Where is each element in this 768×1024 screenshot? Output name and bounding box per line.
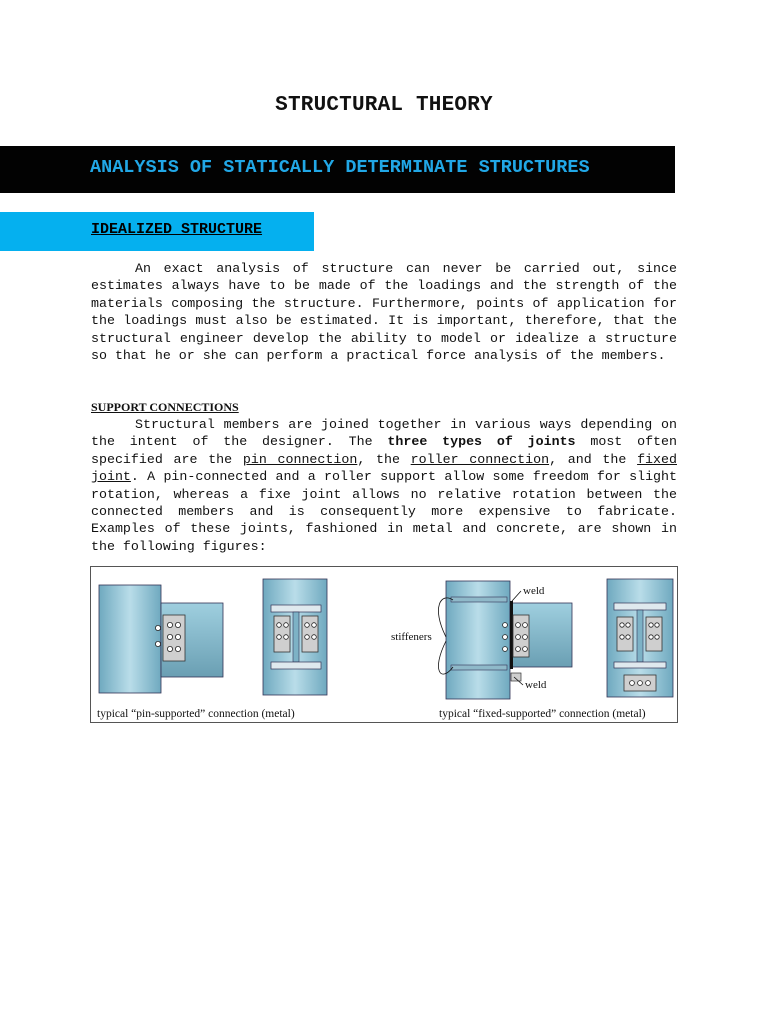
page-title: STRUCTURAL THEORY bbox=[275, 94, 493, 117]
support-text-5: . A pin-connected and a roller support allow some freedom for slight rotation, whereas a fixe joint allows no relative rotation between the connected members and is consequently more expensive to fabricate. Examples of these joints, fashioned in metal and concrete, are shown in the following figures: bbox=[91, 469, 677, 554]
connection-drawings bbox=[91, 567, 677, 722]
weld-label-top: weld bbox=[523, 585, 545, 597]
section-heading: IDEALIZED STRUCTURE bbox=[91, 221, 263, 238]
stiffeners-label: stiffeners bbox=[391, 631, 432, 643]
weld-label-bottom: weld bbox=[525, 679, 547, 691]
intro-paragraph bbox=[91, 260, 677, 364]
support-text-4: , and the bbox=[549, 451, 638, 467]
connection-figure bbox=[90, 566, 678, 723]
chapter-banner bbox=[0, 146, 675, 193]
pin-side-view bbox=[99, 585, 223, 693]
support-text-1: Structural members are joined together in various ways depending on the intent of the designer. The bbox=[91, 417, 677, 450]
section-banner bbox=[0, 212, 314, 251]
support-text-2: most often specified are the bbox=[91, 434, 677, 467]
fixed-side-view bbox=[438, 581, 572, 699]
fixed-front-view bbox=[607, 579, 673, 697]
support-text-3: , the bbox=[357, 451, 411, 467]
pin-connection-term: pin connection bbox=[242, 451, 358, 467]
chapter-heading: ANALYSIS OF STATICALLY DETERMINATE STRUCTURES bbox=[90, 157, 590, 178]
support-connections-heading: SUPPORT CONNECTIONS bbox=[91, 400, 239, 414]
roller-connection-term: roller connection bbox=[410, 451, 550, 467]
fixed-joint-term: fixed joint bbox=[91, 451, 677, 485]
intro-text: An exact analysis of structure can never be carried out, since estimates always have to be made of the loadings and the strength of the materials composing the structure. Furthermore, points of application for the loadings must also be estimated. It is important, therefore, that the structural engineer develop the ability to model or idealize a structure so that he or she can perform a practical force analysis of the members. bbox=[91, 261, 677, 364]
pin-front-view bbox=[263, 579, 327, 695]
fixed-caption: typical “fixed-supported” connection (metal) bbox=[439, 708, 646, 720]
support-paragraph bbox=[91, 416, 677, 555]
joint-types-bold: three types of joints bbox=[387, 434, 576, 450]
pin-caption: typical “pin-supported” connection (metal) bbox=[97, 708, 295, 720]
